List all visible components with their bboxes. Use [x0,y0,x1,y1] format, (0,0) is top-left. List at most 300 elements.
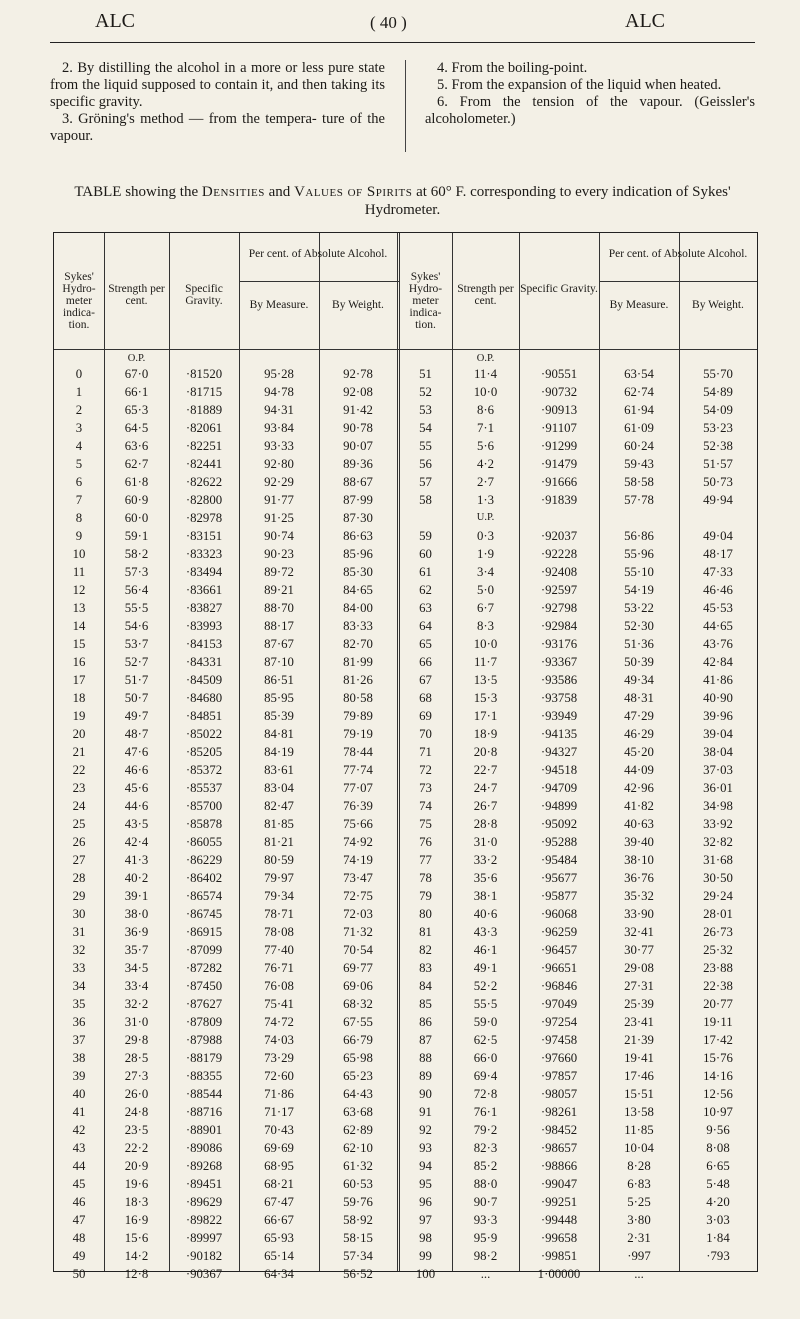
table-cell: 35·6 [473,871,498,885]
table-cell: 33·2 [473,853,498,867]
col-right-measure [599,365,679,1283]
table-cell: 6·65 [706,1159,730,1173]
col-left-strength [104,365,169,1283]
table-cell: 56·86 [624,529,654,543]
table-cell: 47·33 [703,565,733,579]
table-cell: ·86402 [185,871,223,885]
table-cell: 45·20 [624,745,654,759]
table-cell: 84·65 [343,583,373,597]
table-cell: 29·8 [124,1033,149,1047]
table-cell: 15 [72,637,86,651]
table-cell: 43·76 [703,637,733,651]
table-cell: 59·1 [124,529,149,543]
table-cell: ·86574 [185,889,223,903]
table-cell: 83·04 [264,781,294,795]
table-cell: ·84153 [185,637,223,651]
table-cell: 40 [72,1087,86,1101]
table-cell: ·83993 [185,619,223,633]
table-cell: 72·03 [343,907,373,921]
caption-part: TABLE showing the [74,184,202,200]
table-cell: 52·7 [124,655,149,669]
table-cell: 58 [419,493,432,507]
table-cell: 36·9 [124,925,149,939]
table-cell: 32·41 [624,925,654,939]
table-cell: 40·63 [624,817,654,831]
table-cell: 60·0 [124,511,149,525]
table-cell: ·94518 [540,763,578,777]
table-cell: ·81520 [185,367,223,381]
table-cell: 18·9 [473,727,498,741]
table-cell: 34·5 [124,961,149,975]
table-cell: 8·28 [627,1159,651,1173]
table-cell: 0·3 [476,529,495,543]
table-cell: ·98057 [540,1087,578,1101]
table-cell: 49·34 [624,673,654,687]
table-cell: 65·98 [343,1051,373,1065]
table-cell: ·96457 [540,943,578,957]
table-cell: 85·30 [343,565,373,579]
table-cell: 22 [72,763,86,777]
table-cell: ·83323 [185,547,223,561]
table-cell: 86·51 [264,673,294,687]
table-cell: 71·32 [343,925,373,939]
table-cell: 44·65 [703,619,733,633]
table-cell: 55·70 [703,367,733,381]
table-cell: 27·31 [624,979,654,993]
table-cell: 61·32 [343,1159,373,1173]
table-cell: ·89268 [185,1159,223,1173]
table-cell: 44 [72,1159,86,1173]
table-cell: 55 [419,439,432,453]
table-cell: ·92597 [540,583,578,597]
header-by-measure: By Measure. [609,299,669,311]
table-cell: 85·39 [264,709,294,723]
table-cell: 90·07 [343,439,373,453]
table-cell: 76·1 [473,1105,498,1119]
table-cell: 71·17 [264,1105,294,1119]
table-cell: 35·7 [124,943,149,957]
table-cell: 19 [72,709,86,723]
table-cell: 6 [75,475,83,489]
table-cell: 69·69 [264,1141,294,1155]
table-cell: 77·40 [264,943,294,957]
table-cell: ·91839 [540,493,578,507]
column-divider [405,60,406,152]
table-cell: 81 [419,925,432,939]
table-cell: 50·7 [124,691,149,705]
table-cell: 72·60 [264,1069,294,1083]
table-cell: 48·7 [124,727,149,741]
table-cell: ·83827 [185,601,223,615]
table-cell: 12 [72,583,86,597]
table-cell: 84·81 [264,727,294,741]
table-cell: 46·1 [473,943,498,957]
table-cell: 31 [72,925,86,939]
table-cell: 84·19 [264,745,294,759]
table-cell: 59·0 [473,1015,498,1029]
table-cell: 18 [72,691,86,705]
table-cell: 64·34 [264,1267,294,1281]
table-cell: ·95677 [540,871,578,885]
intro-paragraph: 3. Gröning's method — from the tempera- ture of the vapour. [50,111,385,144]
table-cell: 16 [72,655,86,669]
intro-paragraph: 2. By distilling the alcohol in a more or less pure state from the liquid supposed to contain it, and then taking its specific gravity. [50,60,385,110]
table-cell: 86·63 [343,529,373,543]
table-cell: ·96068 [540,907,578,921]
table-cell: 73 [419,781,432,795]
table-cell: 97 [419,1213,432,1227]
table-cell: ·88544 [185,1087,223,1101]
table-cell: 6·83 [627,1177,651,1191]
table-cell: ·90732 [540,385,578,399]
table-cell: 23·41 [624,1015,654,1029]
table-cell: 82·3 [473,1141,498,1155]
table-cell: 42·4 [124,835,149,849]
table-cell: 15·3 [473,691,498,705]
table-cell: 65·23 [343,1069,373,1083]
table-cell: 81·85 [264,817,294,831]
table-cell: 10 [72,547,86,561]
table-cell: 42·96 [624,781,654,795]
table-cell: 30·50 [703,871,733,885]
table-cell: 33·90 [624,907,654,921]
table-cell: 53 [419,403,432,417]
table-cell: 1·9 [476,547,495,561]
table-cell: 32·2 [124,997,149,1011]
table-cell: ... [480,1267,491,1281]
table-cell: ·82251 [185,439,223,453]
table-cell: 49·1 [473,961,498,975]
table-cell: 48 [72,1231,86,1245]
table-cell: 41 [72,1105,86,1119]
col-right-gravity [519,365,599,1283]
table-cell: 54·19 [624,583,654,597]
table-cell: 23·88 [703,961,733,975]
table-cell: ·99851 [540,1249,578,1263]
overproof-marker: O.P. [476,353,495,364]
header-by-weight: By Weight. [692,299,744,311]
table-cell: ·83661 [185,583,223,597]
table-cell: 45·53 [703,601,733,615]
table-cell: 43·3 [473,925,498,939]
table-cell: 17·1 [473,709,498,723]
table-cell: 90·23 [264,547,294,561]
table-cell: 31·0 [124,1015,149,1029]
table-cell: 53·7 [124,637,149,651]
header-gravity: Specific Gravity. [185,283,223,307]
table-cell: ·793 [706,1249,730,1263]
table-cell: 92·08 [343,385,373,399]
intro-left-column [50,60,385,145]
table-cell: 66·67 [264,1213,294,1227]
table-cell: 89·72 [264,565,294,579]
intro-right-column [425,60,755,128]
table-cell: ·85022 [185,727,223,741]
table-cell: 10·0 [473,637,498,651]
table-cell: 40·90 [703,691,733,705]
table-cell: 23 [72,781,86,795]
table-cell: 49·94 [703,493,733,507]
table-cell: ·86055 [185,835,223,849]
table-cell: 87·67 [264,637,294,651]
table-cell: 55·5 [473,997,498,1011]
table-cell [519,509,599,527]
table-cell: 3·4 [476,565,495,579]
header-right: ALC [625,10,665,32]
table-cell: ·97049 [540,997,578,1011]
table-cell: ·96651 [540,961,578,975]
table-cell: 36·01 [703,781,733,795]
table-cell: 18·3 [124,1195,149,1209]
table-cell: 62·74 [624,385,654,399]
table-cell: 33·92 [703,817,733,831]
caption-part: Values of Spirits [294,184,413,200]
table-cell: ·89822 [185,1213,223,1227]
subheader-rule [599,281,757,282]
table-cell: 61 [419,565,432,579]
table-cell: 51·36 [624,637,654,651]
table-cell: ·85205 [185,745,223,759]
table-cell: 26 [72,835,86,849]
table-cell: 55·96 [624,547,654,561]
table-cell: ·91299 [540,439,578,453]
table-cell: 95·28 [264,367,294,381]
table-cell: 63 [419,601,432,615]
table-cell: 25·32 [703,943,733,957]
table-cell: 51 [419,367,432,381]
table-cell: 43 [72,1141,86,1155]
table-cell: 1·00000 [537,1267,581,1281]
table-cell: 68·21 [264,1177,294,1191]
table-cell: 2·7 [476,475,495,489]
overproof-marker: O.P. [127,353,146,364]
table-cell: 14·16 [703,1069,733,1083]
table-cell: ·84509 [185,673,223,687]
table-cell: 46 [72,1195,86,1209]
table-cell: 99 [419,1249,432,1263]
table-cell: 56·4 [124,583,149,597]
table-cell: ·83494 [185,565,223,579]
table-cell: 92·78 [343,367,373,381]
table-cell: 57·34 [343,1249,373,1263]
table-cell: 53·22 [624,601,654,615]
table-cell: 38·10 [624,853,654,867]
table-cell: 88·70 [264,601,294,615]
table-cell: 20·9 [124,1159,149,1173]
table-cell: 94 [419,1159,432,1173]
table-cell: ·82800 [185,493,223,507]
table-cell: ·84331 [185,655,223,669]
table-cell: 89·36 [343,457,373,471]
intro-paragraph: 6. From the tension of the vapour. (Geissler's alcoholometer.) [425,94,755,127]
table-cell: 8·3 [476,619,495,633]
table-cell: ·95288 [540,835,578,849]
table-cell: ·91666 [540,475,578,489]
table-cell: 79·89 [343,709,373,723]
table-cell: 14 [72,619,86,633]
table-cell: 29 [72,889,86,903]
header-strength: Strength per cent. [457,283,514,307]
table-cell: 26·73 [703,925,733,939]
table-cell: 69·77 [343,961,373,975]
table-cell: 26·0 [124,1087,149,1101]
table-cell: ·87809 [185,1015,223,1029]
table-cell: 77 [419,853,432,867]
table-cell: 65·3 [124,403,149,417]
table-cell: 35·32 [624,889,654,903]
table-cell: 54·6 [124,619,149,633]
table-cell: 63·68 [343,1105,373,1119]
table-cell: 38·04 [703,745,733,759]
table-cell: 46·46 [703,583,733,597]
table-cell: ·85700 [185,799,223,813]
table-cell: 5·0 [476,583,495,597]
header-sykes: Sykes' Hydro- meter indica- tion. [408,271,443,331]
table-cell: 85·95 [264,691,294,705]
table-cell: 20·8 [473,745,498,759]
table-cell: 52·30 [624,619,654,633]
table-cell: 93·84 [264,421,294,435]
table-cell: 66 [419,655,432,669]
col-right-strength [452,365,519,1283]
table-cell: 48·31 [624,691,654,705]
table-cell: 91·42 [343,403,373,417]
table-cell: 32·82 [703,835,733,849]
table-cell: 63·6 [124,439,149,453]
table-cell: 31·0 [473,835,498,849]
table-cell: 38·1 [473,889,498,903]
table-cell: 74·03 [264,1033,294,1047]
table-cell: 11·7 [474,655,497,669]
table-cell: 76·39 [343,799,373,813]
table-cell: 24·7 [473,781,498,795]
table-cell: 57·78 [624,493,654,507]
table-cell: 12·8 [124,1267,149,1281]
table-cell: ·87282 [185,961,223,975]
table-cell: 47·29 [624,709,654,723]
table-cell: 15·6 [124,1231,149,1245]
table-cell: ·97857 [540,1069,578,1083]
table-cell: 80·59 [264,853,294,867]
table-cell: 19·41 [624,1051,654,1065]
table-cell: 92 [419,1123,432,1137]
table-cell: 47 [72,1213,86,1227]
table-cell: 29·24 [703,889,733,903]
table-cell: 64 [419,619,432,633]
header-strength: Strength per cent. [108,283,165,307]
header-sykes: Sykes' Hydro- meter indica- tion. [62,271,96,331]
table-cell: 89·21 [264,583,294,597]
table-cell: ·92798 [540,601,578,615]
table-cell: 22·7 [473,763,498,777]
table-cell: 32 [72,943,86,957]
table-cell: 80·58 [343,691,373,705]
table-cell: 65·93 [264,1231,294,1245]
table-cell [679,1265,757,1283]
table-cell: 90·7 [473,1195,498,1209]
table-cell: 50 [72,1267,86,1281]
table-cell: 52·2 [473,979,498,993]
table-cell: 72·75 [343,889,373,903]
table-cell: 62·89 [343,1123,373,1137]
header-absolute: Per cent. of Absolute Alcohol. [608,248,748,260]
table-cell: ·84680 [185,691,223,705]
table-cell: 30·77 [624,943,654,957]
table-cell: ·98657 [540,1141,578,1155]
table-cell: 41·82 [624,799,654,813]
table-cell: 2·31 [627,1231,651,1245]
col-left-weight [319,365,397,1283]
table-cell: ·97660 [540,1051,578,1065]
table-cell: ·84851 [185,709,223,723]
table-cell: 90·74 [264,529,294,543]
table-cell: ·98866 [540,1159,578,1173]
table-cell: ·96259 [540,925,578,939]
table-cell: 94·31 [264,403,294,417]
table-cell: ·87099 [185,943,223,957]
table-cell: 65·14 [264,1249,294,1263]
table-cell: 57 [419,475,432,489]
table-cell: 70·43 [264,1123,294,1137]
table-cell: 63·54 [624,367,654,381]
table-cell: 5·25 [627,1195,651,1209]
table-cell [452,509,519,527]
table-cell: 76·71 [264,961,294,975]
caption-part: and [264,184,295,200]
table-cell: 66·79 [343,1033,373,1047]
table-cell: 74 [419,799,432,813]
table-cell: ·93949 [540,709,578,723]
table-cell: 54·89 [703,385,733,399]
table-cell: 67 [419,673,432,687]
table-cell: 88·17 [264,619,294,633]
table-cell: 92·29 [264,475,294,489]
table-cell: 26·7 [473,799,498,813]
table-cell: 52 [419,385,432,399]
table-cell: 42·84 [703,655,733,669]
table-cell: ·95877 [540,889,578,903]
table-cell: 61·94 [624,403,654,417]
table-cell: 56 [419,457,432,471]
table-cell: 58·15 [343,1231,373,1245]
table-cell: 8·08 [706,1141,730,1155]
col-left-gravity [169,365,239,1283]
table-cell: 75·41 [264,997,294,1011]
table-cell: 39·04 [703,727,733,741]
table-cell: 87·30 [343,511,373,525]
header-absolute: Per cent. of Absolute Alcohol. [248,248,388,260]
table-cell: ·99047 [540,1177,578,1191]
header-left: ALC [95,10,135,32]
col-right-sykes [399,365,452,1283]
table-cell: 78·71 [264,907,294,921]
table-cell: 36 [72,1015,86,1029]
table-cell: 59 [419,529,432,543]
table-cell: 33·4 [124,979,149,993]
table-cell [679,509,757,527]
table-cell: ... [634,1267,644,1281]
table-cell: 51·57 [703,457,733,471]
table-cell: ·88179 [185,1051,223,1065]
table-cell: 82·47 [264,799,294,813]
table-cell: 49·7 [124,709,149,723]
table-cell: 60·24 [624,439,654,453]
table-cell: 55·10 [624,565,654,579]
table-cell: 33 [72,961,86,975]
table-cell: 78·08 [264,925,294,939]
table-cell: ·90367 [185,1267,223,1281]
table-cell: 53·23 [703,421,733,435]
